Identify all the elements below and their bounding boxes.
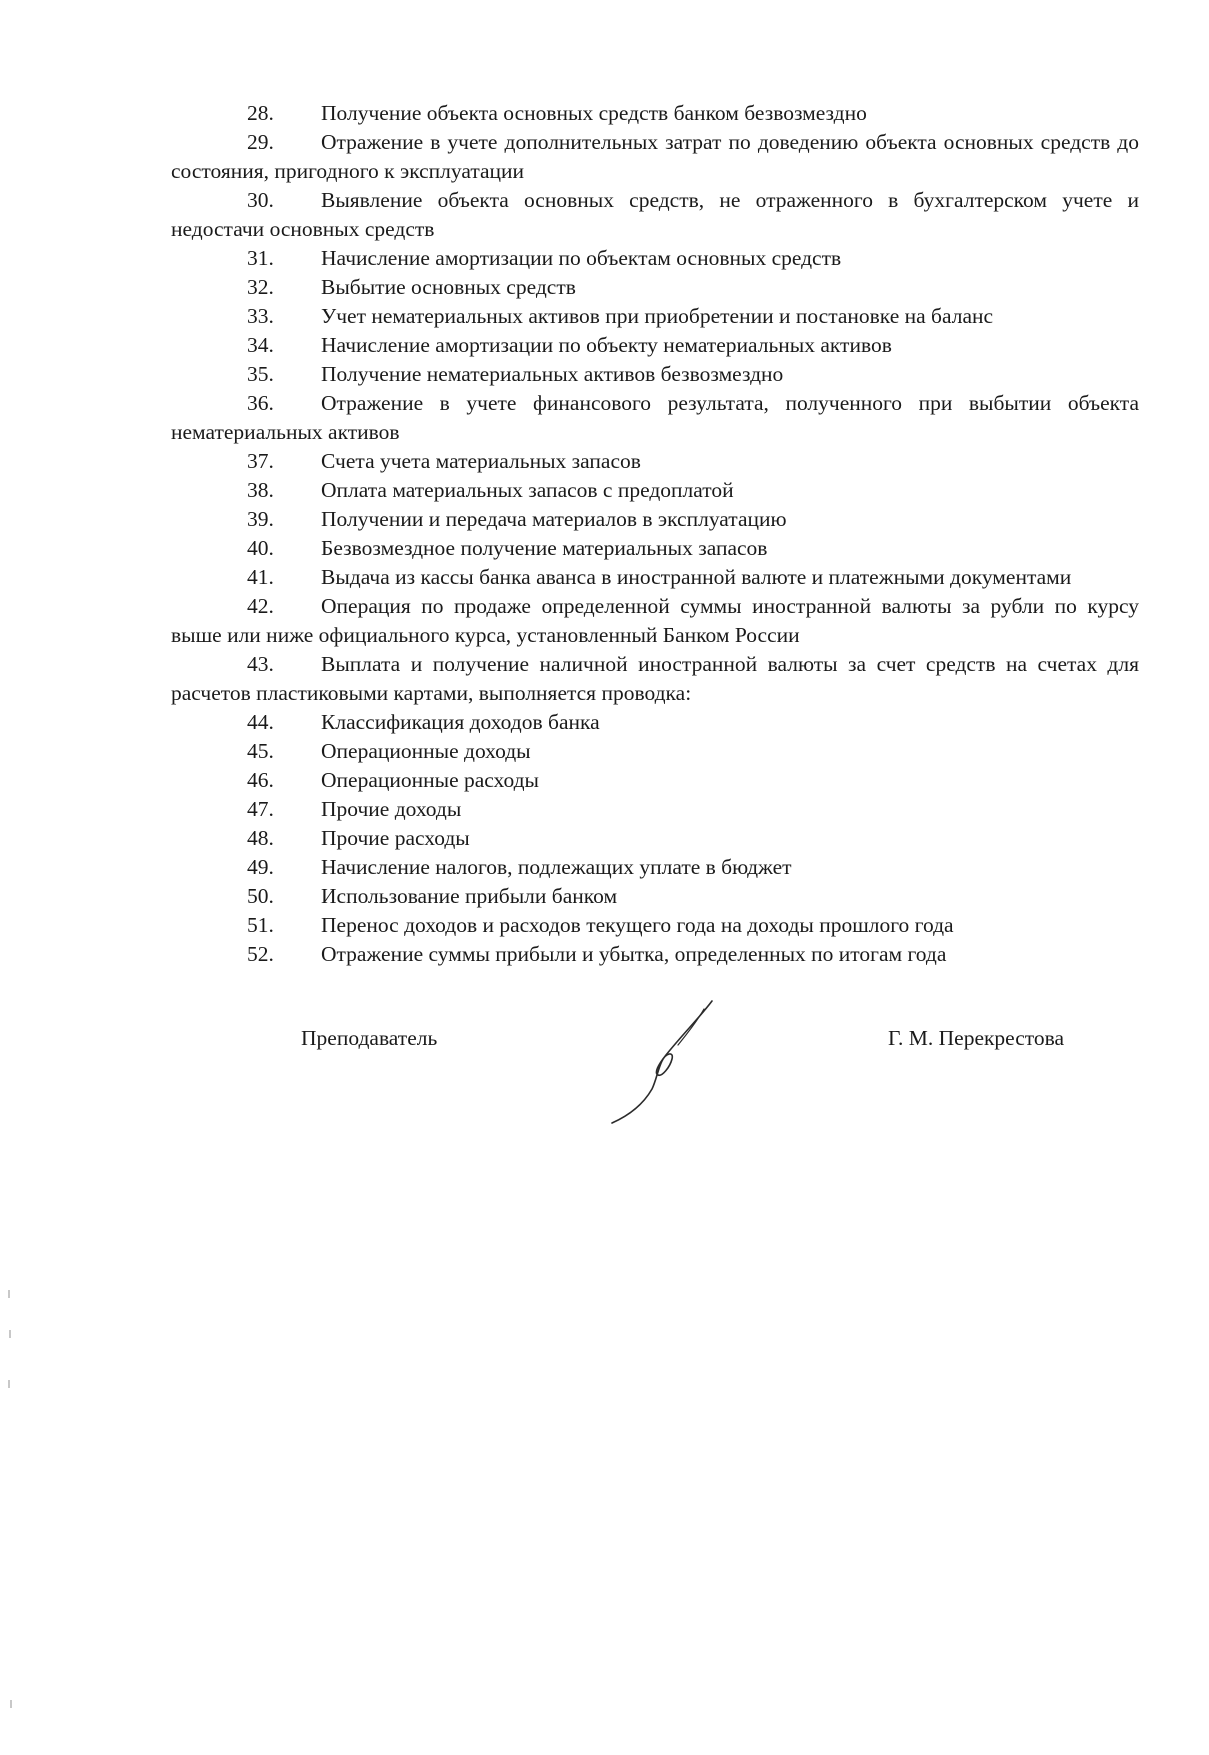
item-number: 40. (247, 536, 274, 560)
item-number: 30. (247, 188, 274, 212)
item-text: Выявление объекта основных средств, не отраженного в бухгалтерском учете и недостачи основных средств (171, 188, 1139, 241)
item-text: Учет нематериальных активов при приобретении и постановке на баланс (321, 304, 994, 328)
list-item (171, 331, 1139, 360)
list-item (171, 882, 1139, 911)
item-number: 45. (247, 739, 274, 763)
list-item (171, 650, 1139, 708)
teacher-role-label: Преподаватель (301, 1026, 438, 1050)
list-item (171, 911, 1139, 940)
item-text: Начисление амортизации по объекту нематериальных активов (321, 333, 892, 357)
list-item (171, 302, 1139, 331)
item-number: 33. (247, 304, 274, 328)
item-number: 48. (247, 826, 274, 850)
list-item (171, 244, 1139, 273)
item-number: 35. (247, 362, 274, 386)
item-text: Прочие расходы (321, 826, 470, 850)
list-item (171, 766, 1139, 795)
item-text: Прочие доходы (321, 797, 462, 821)
item-number: 43. (247, 652, 274, 676)
item-text: Начисление налогов, подлежащих уплате в бюджет (321, 855, 792, 879)
item-text: Классификация доходов банка (321, 710, 600, 734)
item-text: Перенос доходов и расходов текущего года на доходы прошлого года (321, 913, 954, 937)
list-item (171, 476, 1139, 505)
scan-artifact (9, 1330, 11, 1338)
item-number: 34. (247, 333, 274, 357)
item-number: 37. (247, 449, 274, 473)
item-number: 44. (247, 710, 274, 734)
item-number: 47. (247, 797, 274, 821)
item-text: Отражение суммы прибыли и убытка, определенных по итогам года (321, 942, 947, 966)
list-item (171, 128, 1139, 186)
item-text: Получении и передача материалов в эксплуатацию (321, 507, 787, 531)
item-text: Операционные доходы (321, 739, 531, 763)
item-number: 46. (247, 768, 274, 792)
list-item (171, 505, 1139, 534)
question-list (171, 99, 1139, 969)
item-number: 49. (247, 855, 274, 879)
list-item (171, 940, 1139, 969)
item-number: 31. (247, 246, 274, 270)
list-item (171, 737, 1139, 766)
handwritten-signature (600, 995, 730, 1125)
list-item (171, 360, 1139, 389)
item-number: 42. (247, 594, 274, 618)
item-text: Выдача из кассы банка аванса в иностранной валюте и платежными документами (321, 565, 1072, 589)
item-text: Отражение в учете финансового результата, полученного при выбытии объекта нематериальных активов (171, 391, 1139, 444)
list-item (171, 708, 1139, 737)
list-item (171, 592, 1139, 650)
item-text: Счета учета материальных запасов (321, 449, 641, 473)
item-text: Выплата и получение наличной иностранной валюты за счет средств на счетах для расчетов пластиковыми картами, выполняется проводка: (171, 652, 1139, 705)
item-number: 39. (247, 507, 274, 531)
scan-artifact (10, 1700, 12, 1708)
item-number: 41. (247, 565, 274, 589)
item-number: 28. (247, 101, 274, 125)
list-item (171, 563, 1139, 592)
teacher-name: Г. М. Перекрестова (888, 1026, 1065, 1050)
item-text: Отражение в учете дополнительных затрат по доведению объекта основных средств до состояния, пригодного к эксплуатации (171, 130, 1139, 183)
item-text: Операционные расходы (321, 768, 540, 792)
list-item (171, 99, 1139, 128)
item-text: Безвозмездное получение материальных запасов (321, 536, 768, 560)
item-text: Выбытие основных средств (321, 275, 576, 299)
item-text: Оплата материальных запасов с предоплатой (321, 478, 734, 502)
list-item (171, 534, 1139, 563)
item-text: Использование прибыли банком (321, 884, 618, 908)
list-item (171, 447, 1139, 476)
list-item (171, 853, 1139, 882)
item-number: 52. (247, 942, 274, 966)
list-item (171, 273, 1139, 302)
item-number: 36. (247, 391, 274, 415)
list-item (171, 186, 1139, 244)
item-text: Получение нематериальных активов безвозмездно (321, 362, 784, 386)
item-number: 50. (247, 884, 274, 908)
item-text: Получение объекта основных средств банком безвозмездно (321, 101, 867, 125)
item-text: Операция по продаже определенной суммы иностранной валюты за рубли по курсу выше или ниже официального курса, установленный Банком России (171, 594, 1139, 647)
list-item (171, 389, 1139, 447)
item-number: 29. (247, 130, 274, 154)
item-text: Начисление амортизации по объектам основных средств (321, 246, 842, 270)
item-number: 32. (247, 275, 274, 299)
scan-artifact (8, 1290, 10, 1298)
scan-artifact (8, 1380, 10, 1388)
list-item (171, 795, 1139, 824)
item-number: 51. (247, 913, 274, 937)
list-item (171, 824, 1139, 853)
item-number: 38. (247, 478, 274, 502)
